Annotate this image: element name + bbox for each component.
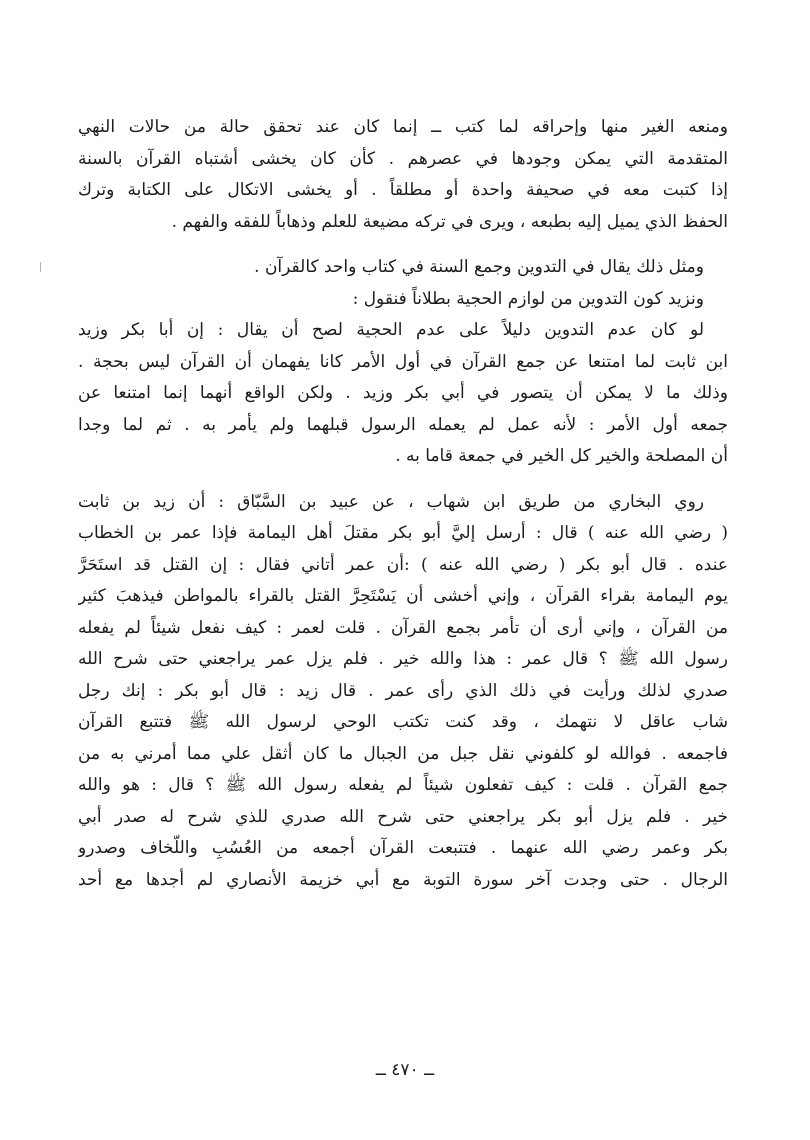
text-line: روي البخاري من طريق ابن شهاب ، عن عبيد بن السَّبّاق : أن زيد بن ثابت [78,491,704,512]
text-line: ومنعه الغير منها وإحراقه لما كتب ــ إنما كان عند تحقق حالة من حالات النهي [78,117,728,137]
text-line: ابن ثابت لما امتنعا عن جمع القرآن في أول الأمر كانا يفهمان أن القرآن ليس بحجة . [78,351,728,372]
margin-mark [40,262,41,272]
text-line: ( رضي الله عنه ) قال : أرسل إليَّ أبو بكر مقتلَ أهل اليمامة فإذا عمر بن الخطاب [78,523,728,543]
text-line: وذلك ما لا يمكن أن يتصور في أبي بكر وزيد . ولكن الواقع أنهما إنما امتنعا عن [78,383,728,403]
page-number: ــ ٤٧٠ ــ [375,1060,435,1080]
text-line: رسول الله ﷺ ؟ قال عمر : هذا والله خير . فلم يزل عمر يراجعني حتى شرح الله [78,649,728,669]
text-line: يوم اليمامة بقراء القرآن ، وإني أخشى أن يَسْتَحِرَّ القتل بالقراء بالمواطن فيذهبَ كثير [78,586,728,606]
text-line: جمعه أول الأمر : لأنه عمل لم يعمله الرسول قبلهما ولم يأمر به . ثم لما وجدا [78,414,728,435]
text-line: جمع القرآن . قلت : كيف تفعلون شيئاً لم يفعله رسول الله ﷺ ؟ قال : هو والله [78,775,728,795]
text-line: عنده . قال أبو بكر ( رضي الله عنه ) :أن عمر أتاني فقال : إن القتل قد استَحَرَّ [78,554,728,575]
text-line: شاب عاقل لا نتهمك ، وقد كنت تكتب الوحي لرسول الله ﷺ فتتبع القرآن [78,712,728,732]
paragraph-5 [78,487,728,897]
text-line: الرجال . حتى وجدت آخر سورة التوبة مع أبي خزيمة الأنصاري لم أجدها مع أحد [78,869,728,890]
text-line: ومثل ذلك يقال في التدوين وجمع السنة في كتاب واحد كالقرآن . [254,257,704,277]
paragraph-2 [78,252,728,284]
body-text [78,112,728,896]
paragraph-4 [78,315,728,473]
text-line: فاجمعه . فوالله لو كلفوني نقل جبل من الجبال ما كان أثقل علي مما أمرني به من [78,743,728,764]
text-line: من القرآن ، وإني أرى أن تأمر بجمع القرآن . قلت لعمر : كيف نفعل شيئاً لم يفعله [78,617,728,638]
text-line: بكر وعمر رضي الله عنهما . فتتبعت القرآن أجمعه من العُسُبِ واللّخاف وصدرو [78,838,728,858]
text-line: إذا كتبت معه في صحيفة واحدة أو مطلقاً . أو يخشى الاتكال على الكتابة وترك [78,180,728,200]
text-line: خير . فلم يزل أبو بكر يراجعني حتى شرح الله صدري للذي شرح له صدر أبي [78,806,728,827]
text-line: المتقدمة التي يمكن وجودها في عصرهم . كأن كان يخشى أشتباه القرآن بالسنة [78,148,728,169]
text-line: الحفظ الذي يميل إليه بطبعه ، ويرى في تركه مضيعة للعلم وذهاباً للفقه والفهم . [171,211,728,232]
text-line: لو كان عدم التدوين دليلاً على عدم الحجية لصح أن يقال : إن أبا بكر وزيد [78,320,704,340]
paragraph-1 [78,112,728,238]
text-line: صدري لذلك ورأيت في ذلك الذي رأى عمر . قال زيد : قال أبو بكر : إنك رجل [78,680,728,701]
text-line: ونزيد كون التدوين من لوازم الحجية بطلاناً فنقول : [352,288,704,309]
text-line: أن المصلحة والخير كل الخير في جمعة قاما به . [395,446,728,466]
paragraph-3 [78,284,728,316]
